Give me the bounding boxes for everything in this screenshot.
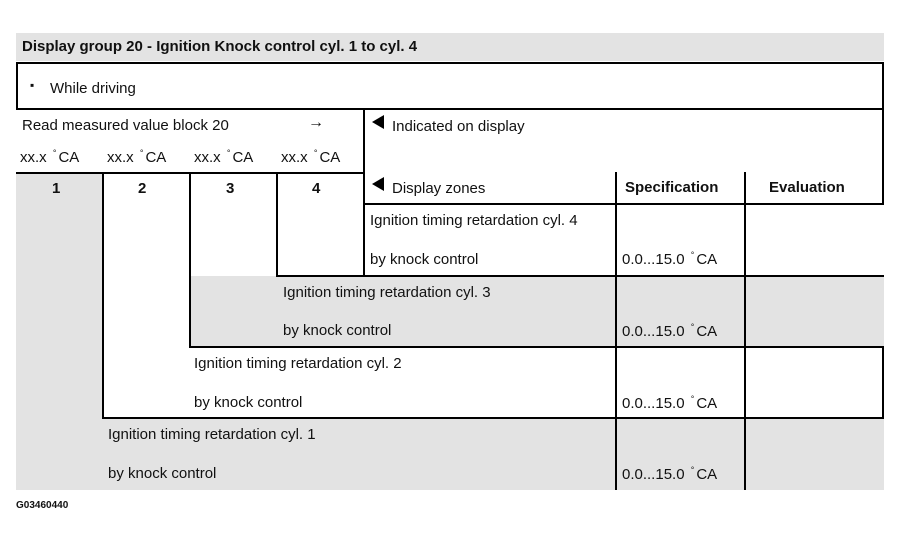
spec-value: 0.0...15.0 bbox=[622, 466, 685, 483]
degree-icon: ° bbox=[313, 148, 318, 158]
spec-unit: CA bbox=[696, 251, 718, 268]
spec-unit: CA bbox=[696, 395, 718, 412]
placeholder-3 bbox=[194, 149, 253, 168]
spec-unit: CA bbox=[696, 323, 718, 340]
divider bbox=[363, 108, 365, 276]
placeholder-2-value: xx.x bbox=[107, 149, 134, 166]
arrow-right-icon: → bbox=[308, 114, 324, 131]
spec-unit: CA bbox=[696, 466, 718, 483]
divider bbox=[615, 172, 617, 490]
placeholder-4 bbox=[281, 149, 340, 168]
evaluation-header: Evaluation bbox=[769, 179, 845, 196]
divider bbox=[16, 108, 884, 110]
specification-header: Specification bbox=[625, 179, 719, 196]
pointer-left-icon bbox=[372, 177, 384, 191]
row-cyl4-spec bbox=[622, 251, 717, 270]
degree-icon: ° bbox=[690, 394, 695, 404]
degree-icon: ° bbox=[52, 148, 57, 158]
placeholder-2 bbox=[107, 149, 166, 168]
spec-value: 0.0...15.0 bbox=[622, 251, 685, 268]
zone-2-inner bbox=[104, 204, 189, 347]
divider bbox=[744, 172, 746, 490]
placeholder-4-unit: CA bbox=[319, 149, 341, 166]
row-cyl3-line1: Ignition timing retardation cyl. 3 bbox=[283, 284, 491, 301]
placeholder-2-unit: CA bbox=[145, 149, 167, 166]
zone-header-1: 1 bbox=[52, 180, 61, 197]
divider bbox=[276, 275, 884, 277]
divider bbox=[189, 346, 884, 348]
pointer-left-icon bbox=[372, 115, 384, 129]
placeholder-4-value: xx.x bbox=[281, 149, 308, 166]
spec-value: 0.0...15.0 bbox=[622, 395, 685, 412]
condition-bullet: ▪ bbox=[30, 78, 35, 92]
zone-header-2: 2 bbox=[138, 180, 147, 197]
figure-code: G03460440 bbox=[16, 500, 69, 511]
spec-value: 0.0...15.0 bbox=[622, 323, 685, 340]
row-cyl1-line1: Ignition timing retardation cyl. 1 bbox=[108, 426, 316, 443]
zone-header-4: 4 bbox=[312, 180, 321, 197]
degree-icon: ° bbox=[690, 465, 695, 475]
degree-icon: ° bbox=[226, 148, 231, 158]
placeholder-1-unit: CA bbox=[58, 149, 80, 166]
row-cyl1-line2: by knock control bbox=[108, 465, 217, 482]
display-zones-label: Display zones bbox=[392, 180, 486, 197]
degree-icon: ° bbox=[690, 250, 695, 260]
page-title: Display group 20 - Ignition Knock control cyl. 1 to cyl. 4 bbox=[22, 38, 418, 55]
row-cyl2-spec bbox=[622, 395, 717, 414]
placeholder-1-value: xx.x bbox=[20, 149, 47, 166]
divider bbox=[276, 172, 278, 276]
zone-header-3: 3 bbox=[226, 180, 235, 197]
zone-3-inner bbox=[191, 204, 276, 276]
row-cyl4-bg bbox=[276, 204, 884, 275]
row-cyl4-line1: Ignition timing retardation cyl. 4 bbox=[370, 212, 578, 229]
condition-text: While driving bbox=[50, 80, 136, 97]
divider bbox=[102, 172, 104, 418]
degree-icon: ° bbox=[139, 148, 144, 158]
read-block-label: Read measured value block 20 bbox=[22, 117, 229, 134]
indicated-label: Indicated on display bbox=[392, 118, 525, 135]
row-cyl2-line1: Ignition timing retardation cyl. 2 bbox=[194, 355, 402, 372]
row-cyl3-spec bbox=[622, 323, 717, 342]
placeholder-3-unit: CA bbox=[232, 149, 254, 166]
row-cyl4-line2: by knock control bbox=[370, 251, 479, 268]
divider bbox=[882, 346, 884, 418]
placeholder-3-value: xx.x bbox=[194, 149, 221, 166]
row-cyl3-line2: by knock control bbox=[283, 322, 392, 339]
placeholder-1 bbox=[20, 149, 79, 168]
degree-icon: ° bbox=[690, 322, 695, 332]
row-cyl2-line2: by knock control bbox=[194, 394, 303, 411]
divider bbox=[363, 203, 884, 205]
divider bbox=[102, 417, 884, 419]
divider bbox=[882, 108, 884, 204]
condition-row bbox=[16, 62, 884, 110]
divider bbox=[189, 172, 191, 347]
row-cyl1-spec bbox=[622, 466, 717, 485]
